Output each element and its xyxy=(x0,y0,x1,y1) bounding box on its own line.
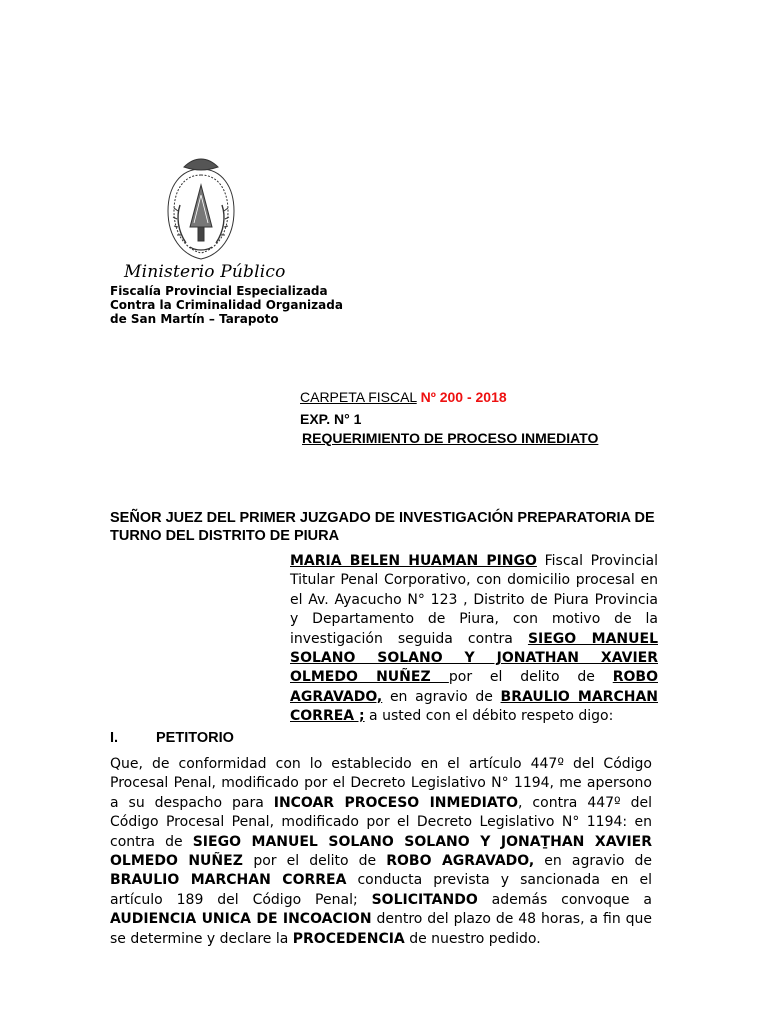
carpeta-fiscal xyxy=(300,389,507,405)
petitorio-text-4: en agravio de xyxy=(534,853,652,870)
petitorio-bold-2: SIEGO MANUEL SOLANO SOLANO Y JONAṮHAN XAVIER OLMEDO NUÑEZ xyxy=(110,833,652,870)
crime-name: ROBO AGRAVADO, xyxy=(290,669,658,705)
petitorio-text-7: dentro del plazo de 48 horas, a fin que se determine y declare la xyxy=(110,911,653,947)
victim-name: BRAULIO MARCHAN CORREA ; xyxy=(290,688,659,725)
petitorio-bold-4: BRAULIO MARCHAN CORREA xyxy=(110,872,347,889)
petitorio-bold-3: ROBO AGRAVADO, xyxy=(386,853,535,870)
petitorio-text-1: Que, de conformidad con lo establecido en el artículo 447º del Código Procesal Penal, modificado por el Decreto Legislativo N° 1194, me apersono a su despacho para xyxy=(110,756,652,811)
intro-text-3: en agravio de xyxy=(382,688,501,705)
section-number: I. xyxy=(110,730,119,746)
intro-paragraph xyxy=(290,552,658,727)
ministerio-publico-logotype: Ministerio Público xyxy=(124,262,286,282)
fiscalia-line-1: Fiscalía Provincial Especializada xyxy=(110,284,328,298)
expediente: EXP. N° 1 xyxy=(300,411,362,427)
requerimiento-title: REQUERIMIENTO DE PROCESO INMEDIATO xyxy=(302,430,599,446)
fiscalia-name xyxy=(110,284,343,326)
petitorio-bold-6: AUDIENCIA UNICA DE INCOACION xyxy=(110,911,372,928)
accused-names: SIEGO MANUEL SOLANO SOLANO Y JONATHAN XAVIER OLMEDO NUÑEZ xyxy=(290,630,658,686)
addressee: SEÑOR JUEZ DEL PRIMER JUZGADO DE INVESTIGACIÓN PREPARATORIA DE TURNO DEL DISTRITO DE PIURA xyxy=(110,510,655,544)
petitorio-paragraph xyxy=(110,755,652,949)
petitorio-text-8: de nuestro pedido. xyxy=(404,930,541,947)
petitorio-bold-5: SOLICITANDO xyxy=(371,891,478,908)
petitorio-text-3: por el delito de xyxy=(253,853,387,870)
carpeta-label: CARPETA FISCAL xyxy=(300,389,417,405)
intro-text-1: Fiscal Provincial Titular Penal Corporativo, con domicilio procesal en el Av. Ayacucho N° 123 , Distrito de Piura Provincia y Departamento de Piura, con motivo de la investigación seguida contra xyxy=(290,553,658,647)
carpeta-number: Nº 200 - 2018 xyxy=(420,389,507,405)
intro-text-2: por el delito de xyxy=(448,669,613,686)
section-title: PETITORIO xyxy=(156,730,234,746)
petitorio-text-6: además convoque a xyxy=(477,891,652,908)
section-heading-petitorio xyxy=(110,730,234,746)
petitorio-bold-1: INCOAR PROCESO INMEDIATO xyxy=(273,794,519,811)
fiscalia-line-3: de San Martín – Tarapoto xyxy=(110,312,279,326)
fiscalia-line-2: Contra la Criminalidad Organizada xyxy=(110,298,343,312)
petitorio-text-5: conducta prevista y sancionada en el artículo 189 del Código Penal; xyxy=(110,872,652,908)
petitorio-text-2: , contra 447º del Código Procesal Penal, modificado por el Decreto Legislativo N° 1194: en contra de xyxy=(110,794,652,850)
petitorio-bold-7: PROCEDENCIA xyxy=(292,930,405,947)
ministerio-publico-seal xyxy=(160,155,242,265)
prosecutor-name: MARIA BELEN HUAMAN PINGO xyxy=(290,553,537,569)
intro-text-4: a usted con el débito respeto digo: xyxy=(364,708,614,725)
